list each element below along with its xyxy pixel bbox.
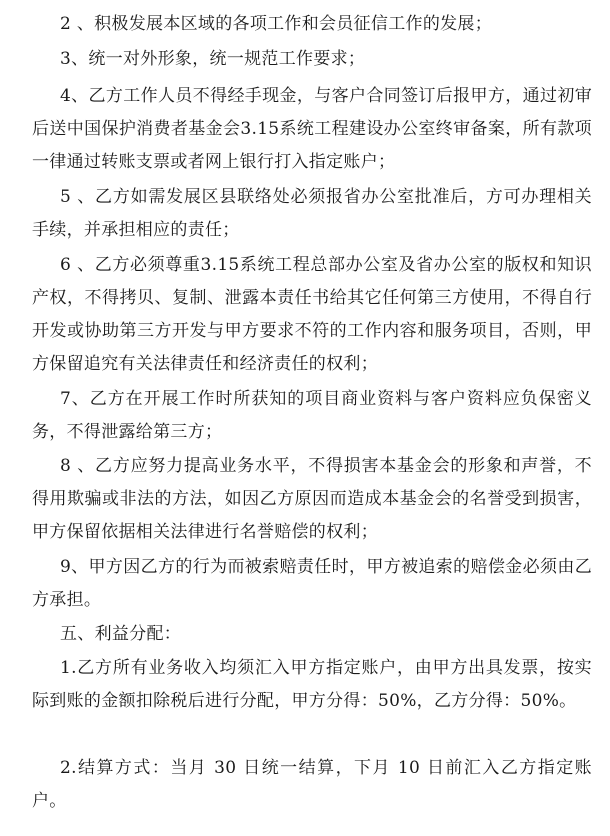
clause-9: 9、甲方因乙方的行为而被索赔责任时，甲方被追索的赔偿金必须由乙方承担。 <box>32 557 592 610</box>
clause-4: 4、乙方工作人员不得经手现金，与客户合同签订后报甲方，通过初审后送中国保护消费者基金会3.15系统工程建设办公室终审备案，所有款项一律通过转账支票或者网上银行打入指定账户； <box>32 86 592 172</box>
profit-clause-2: 2.结算方式：当月 30 日统一结算，下月 10 日前汇入乙方指定账户。 <box>32 758 592 811</box>
clause-5: 5 、乙方如需发展区县联络处必须报省办公室批准后，方可办理相关手续，并承担相应的责任； <box>32 187 592 240</box>
clause-8: 8 、乙方应努力提高业务水平，不得损害本基金会的形象和声誉，不得用欺骗或非法的方法，如因乙方原因而造成本基金会的名誉受到损害，甲方保留依据相关法律进行名誉赔偿的权利； <box>32 456 592 542</box>
clause-3: 3、统一对外形象，统一规范工作要求； <box>60 49 366 69</box>
clause-2: 2 、积极发展本区域的各项工作和会员征信工作的发展； <box>60 14 493 34</box>
section-heading-profit-distribution: 五、利益分配： <box>60 624 182 644</box>
profit-clause-1: 1.乙方所有业务收入均须汇入甲方指定账户，由甲方出具发票，按实际到账的金额扣除税后进行分配，甲方分得：50%，乙方分得：50%。 <box>32 658 592 711</box>
clause-6: 6 、乙方必须尊重3.15系统工程总部办公室及省办公室的版权和知识产权，不得拷贝、复制、泄露本责任书给其它任何第三方使用，不得自行开发或协助第三方开发与甲方要求不符的工作内容和服务项目，否则，甲方保留追究有关法律责任和经济责任的权利； <box>32 255 592 374</box>
clause-7: 7、乙方在开展工作时所获知的项目商业资料与客户资料应负保密义务，不得泄露给第三方； <box>32 389 592 442</box>
